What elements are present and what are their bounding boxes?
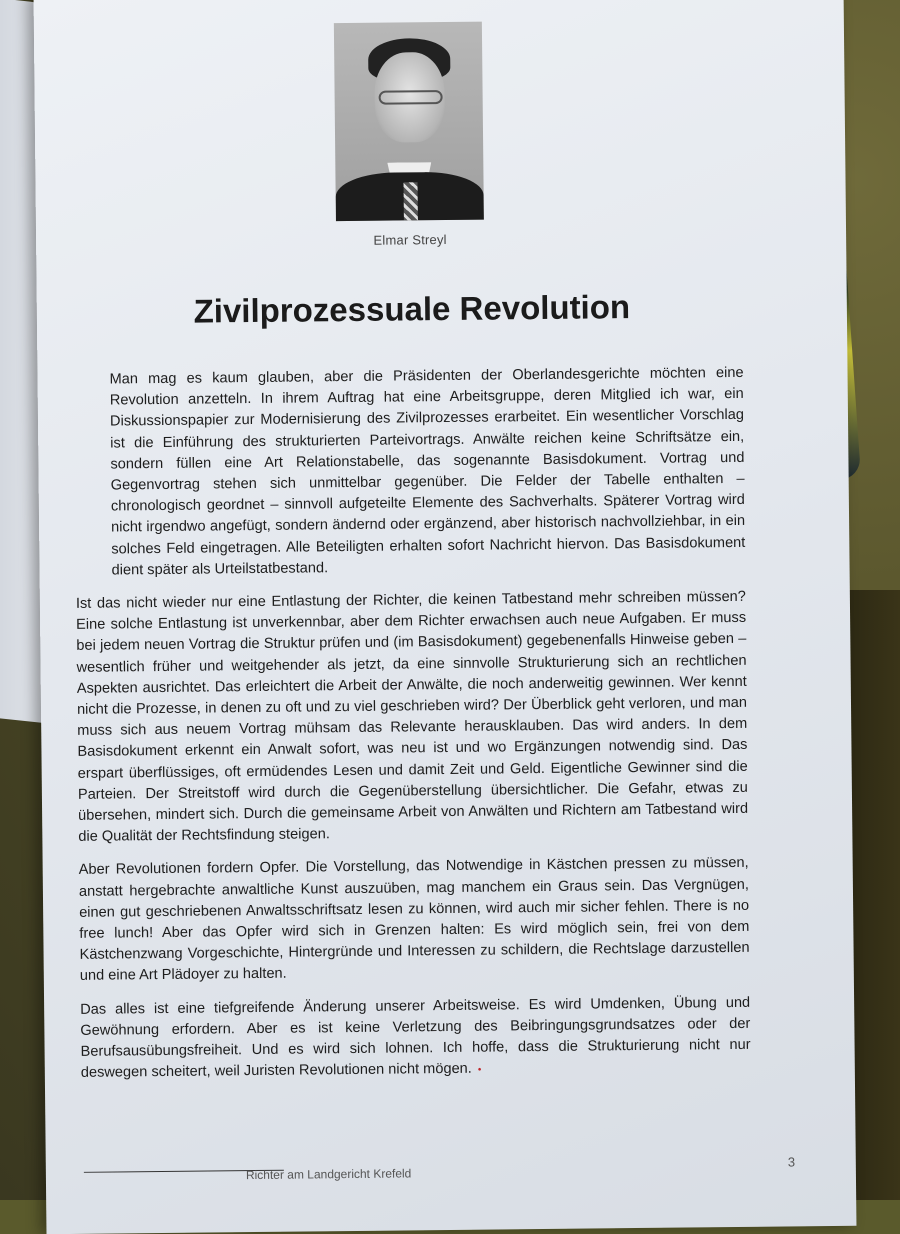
photo-caption: Elmar Streyl <box>373 231 447 248</box>
photo-glasses <box>379 90 443 105</box>
photo-tie <box>404 182 418 221</box>
article-title: Zivilprozessuale Revolution <box>193 288 631 330</box>
end-mark: • <box>477 1064 482 1076</box>
paragraph-4 <box>80 993 751 1086</box>
paragraph-3: Aber Revolutionen fordern Opfer. Die Vorstellung, das Notwendige in Kästchen pressen zu müssen, anstatt hergebrachte anwaltliche Kunst auszuüben, mag manchem ein Graus sein. Das Vergnügen, einen gut geschriebenen Anwaltsschriftsatz lesen zu können, wird auch mir sicher fehlen. There is no free lunch! Aber das Opfer wird sich in Grenzen halten: Es wird möglich sein, frei von dem Kästchenzwang Vorgeschichte, Hintergründe und Interessen zu schildern, die Rechtslage darzustellen und eine Art Plädoyer zu halten. <box>78 855 750 985</box>
paragraph-2: Ist das nicht wieder nur eine Entlastung der Richter, die keinen Tatbestand mehr schreiben müssen? Eine solche Entlastung ist unverkennbar, aber dem Richter erwachsen auch neue Aufgaben. Er muss bei jedem neuen Vortrag die Struktur prüfen und (im Basisdokument) gegebenenfalls Hinweise geben – wesentlich früher und weitgehender als jetzt, da eine sinnvolle Strukturierung sich an rechtlichen Aspekten ausrichtet. Das erleichtert die Arbeit der Anwälte, die noch anderweitig gewinnen. Wer kennt nicht die Prozesse, in denen zu oft und zu viel geschrieben wird? Der Überblick geht verloren, und man muss sich aus neuem Vortrag mühsam das Relevante herausklauben. Das wird anders. In dem Basisdokument erkennt ein Anwalt sofort, was neu ist und wo Ergänzungen notwendig sind. Das erspart überflüssiges, oft ermüdendes Lesen und damit Zeit und Geld. Eigentliche Gewinner sind die Parteien. Der Streitstoff wird durch die Gegenüberstellung übersichtlicher. Die Gefahr, etwas zu übersehen, mindert sich. Durch die gemeinsame Arbeit von Anwälten und Richtern am Tatbestand wird die Qualität der Rechtsfindung steigen. <box>75 588 749 846</box>
footnote: Richter am Landgericht Krefeld <box>245 1166 412 1183</box>
paragraph-4-text: Das alles ist eine tiefgreifende Änderung unserer Arbeitsweise. Es wird Umdenken, Übung und Gewöhnung erfordern. Aber es ist keine Verletzung des Beibringungsgrundsatzes oder der Berufsausübungsfreiheit. Und es wird sich lohnen. Ich hoffe, dass die Strukturierung nicht nur deswegen scheitert, weil Juristen Revolutionen nicht mögen. <box>80 994 751 1082</box>
document-page <box>34 0 857 1234</box>
page-number: 3 <box>787 1154 796 1170</box>
paragraph-1: Man mag es kaum glauben, aber die Präsidenten der Oberlandesgerichte möchten eine Revolution anzetteln. In ihrem Auftrag hat eine Arbeitsgruppe, deren Mitglied ich war, ein Diskussionspapier zur Modernisierung des Zivilprozesses erarbeitet. Ein wesentlicher Vorschlag ist die Einführung des strukturierten Parteivortrags. Anwälte reichen keine Schriftsätze ein, sondern füllen eine Art Relationstabelle, das sogenannte Basisdokument. Vortrag und Gegenvortrag stehen sich unmittelbar gegenüber. Die Felder der Tabelle enthalten – chronologisch geordnet – sinnvoll aufgeteilte Elemente des Sachverhalts. Späterer Vortrag wird nicht irgendwo angefügt, sondern ändernd oder ergänzend, aber historisch nachvollziehbar, in ein solches Feld eingetragen. Alle Beteiligten erhalten sofort Nachricht hiervon. Das Basisdokument dient später als Urteilstatbestand. <box>109 364 746 579</box>
article-body <box>73 363 751 1097</box>
author-photo <box>334 22 484 222</box>
